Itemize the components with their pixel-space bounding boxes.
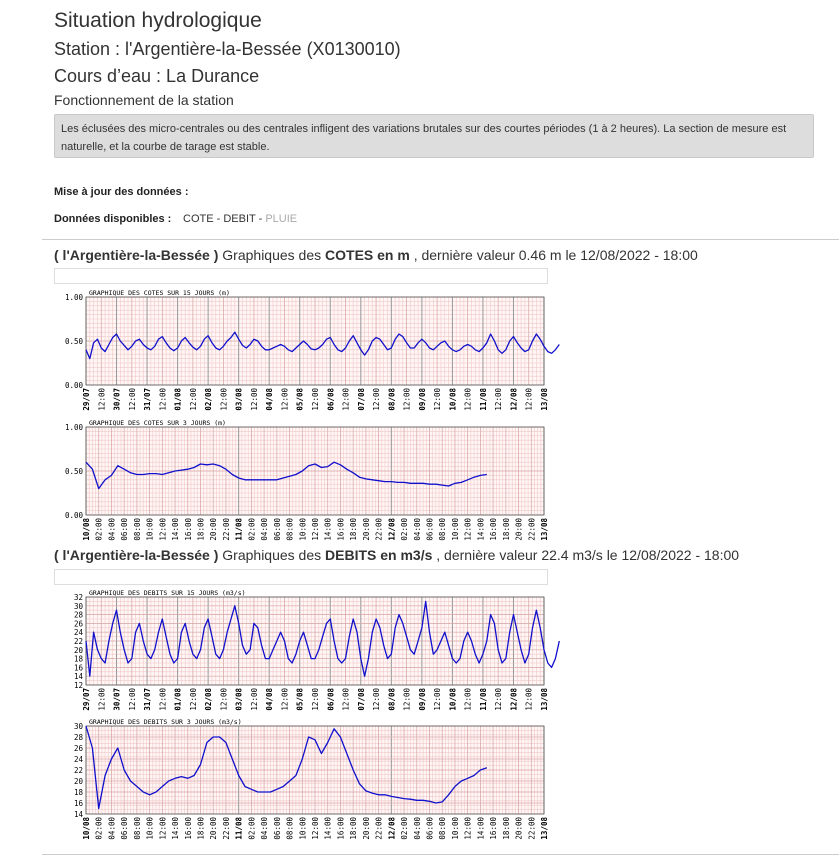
x-tick-label: 08:00 xyxy=(132,518,142,541)
x-tick-label: 11/08 xyxy=(234,518,244,541)
chart-debits-15-jours xyxy=(0,588,560,716)
x-tick-label: 12:00 xyxy=(311,688,320,711)
chart-cotes-3-jours xyxy=(0,418,560,548)
x-tick-label: 12:00 xyxy=(463,518,473,541)
x-tick-label: 12:00 xyxy=(311,817,320,840)
section-what: COTES en m xyxy=(325,247,410,263)
x-tick-label: 12:00 xyxy=(372,388,382,411)
y-tick-label: 16 xyxy=(73,799,83,808)
x-tick-label: 04/08 xyxy=(265,688,275,711)
y-tick-label: 14 xyxy=(73,810,83,819)
section-pre: Graphiques des xyxy=(218,247,326,263)
x-tick-label: 13/08 xyxy=(540,817,549,840)
x-tick-label: 29/07 xyxy=(82,388,91,411)
x-tick-label: 10:00 xyxy=(298,817,308,840)
y-tick-label: 22 xyxy=(73,766,83,775)
section-post: , dernière valeur 22.4 m3/s le 12/08/2022 - 18:00 xyxy=(432,547,740,563)
chart-title: GRAPHIQUE DES COTES SUR 3 JOURS (m) xyxy=(89,419,226,427)
x-tick-label: 06:00 xyxy=(272,817,282,840)
x-tick-label: 12:00 xyxy=(341,388,351,411)
available-sep: - xyxy=(255,213,266,225)
x-tick-label: 20:00 xyxy=(361,518,371,541)
section-pre: Graphiques des xyxy=(218,547,326,563)
x-tick-label: 14:00 xyxy=(323,817,333,840)
x-tick-label: 12:00 xyxy=(158,688,168,711)
x-tick-label: 14:00 xyxy=(323,518,333,541)
x-tick-label: 12:00 xyxy=(494,688,504,711)
x-tick-label: 12:00 xyxy=(524,388,534,411)
x-tick-label: 22:00 xyxy=(527,518,537,541)
x-tick-label: 12:00 xyxy=(97,388,107,411)
x-tick-label: 08:00 xyxy=(132,817,142,840)
x-tick-label: 12:00 xyxy=(433,388,443,411)
y-tick-label: 30 xyxy=(73,722,83,731)
available-debit[interactable]: DEBIT xyxy=(223,213,256,225)
x-tick-label: 22:00 xyxy=(374,518,384,541)
x-tick-label: 06:00 xyxy=(120,817,130,840)
x-tick-label: 10/08 xyxy=(82,518,91,541)
x-tick-label: 12:00 xyxy=(249,688,259,711)
x-tick-label: 10:00 xyxy=(145,518,155,541)
x-tick-label: 02:00 xyxy=(400,817,410,840)
x-tick-label: 22:00 xyxy=(221,817,231,840)
x-tick-label: 12:00 xyxy=(463,817,473,840)
section-heading-debits xyxy=(54,547,739,563)
x-tick-label: 09/08 xyxy=(417,388,427,411)
x-tick-label: 07/08 xyxy=(356,388,366,411)
x-tick-label: 12:00 xyxy=(463,688,473,711)
x-tick-label: 12:00 xyxy=(311,388,320,411)
x-tick-label: 20:00 xyxy=(209,518,219,541)
y-tick-label: 26 xyxy=(73,619,83,629)
x-tick-label: 09/08 xyxy=(417,688,427,711)
x-tick-label: 12:00 xyxy=(249,388,259,411)
y-tick-label: 0.00 xyxy=(64,381,83,390)
x-tick-label: 13/08 xyxy=(540,518,549,541)
x-tick-label: 08:00 xyxy=(285,518,295,541)
x-tick-label: 16:00 xyxy=(183,518,193,541)
y-tick-label: 30 xyxy=(73,601,83,611)
x-tick-label: 18:00 xyxy=(196,817,206,840)
river-title: Cours d’eau : La Durance xyxy=(54,66,260,86)
info-box xyxy=(54,569,548,585)
x-tick-label: 16:00 xyxy=(489,518,499,541)
available-list xyxy=(183,213,297,225)
chart-debits-3-jours xyxy=(0,717,560,849)
x-tick-label: 06:00 xyxy=(425,518,435,541)
x-tick-label: 06:00 xyxy=(272,518,282,541)
x-tick-label: 22:00 xyxy=(221,518,231,541)
x-tick-label: 12:00 xyxy=(127,388,137,411)
x-tick-label: 02:00 xyxy=(400,518,410,541)
x-tick-label: 22:00 xyxy=(527,817,537,840)
y-tick-label: 1.00 xyxy=(64,423,83,432)
x-tick-label: 04:00 xyxy=(107,817,117,840)
x-tick-label: 01/08 xyxy=(173,388,183,411)
chart-title: GRAPHIQUE DES DEBITS SUR 3 JOURS (m3/s) xyxy=(89,718,242,726)
x-tick-label: 06:00 xyxy=(425,817,435,840)
x-tick-label: 12:00 xyxy=(341,688,351,711)
x-tick-label: 07/08 xyxy=(356,688,366,711)
functioning-note: Les éclusées des micro-centrales ou des centrales infligent des variations brutales sur des courtes périodes (1 à 2 heures). La section de mesure est naturelle, et la courbe de tarage est stable. xyxy=(54,114,814,158)
x-tick-label: 08:00 xyxy=(438,817,448,840)
x-tick-label: 06/08 xyxy=(326,688,336,711)
x-tick-label: 03/08 xyxy=(234,688,244,711)
x-tick-label: 04:00 xyxy=(412,817,422,840)
section-station: ( l'Argentière-la-Bessée ) xyxy=(54,547,219,563)
x-tick-label: 02:00 xyxy=(94,518,104,541)
x-tick-label: 10:00 xyxy=(298,518,308,541)
x-tick-label: 12/08 xyxy=(387,817,397,840)
section-station: ( l'Argentière-la-Bessée ) xyxy=(54,247,219,263)
x-tick-label: 12:00 xyxy=(494,388,504,411)
x-tick-label: 12:00 xyxy=(158,817,168,840)
x-tick-label: 10/08 xyxy=(448,388,458,411)
chart-title: GRAPHIQUE DES COTES SUR 15 JOURS (m) xyxy=(89,289,230,297)
y-tick-label: 0.50 xyxy=(64,337,83,346)
y-tick-label: 28 xyxy=(73,610,83,620)
x-tick-label: 10:00 xyxy=(450,518,460,541)
x-tick-label: 16:00 xyxy=(489,817,499,840)
x-tick-label: 10:00 xyxy=(450,817,460,840)
x-tick-label: 12:00 xyxy=(280,388,290,411)
x-tick-label: 30/07 xyxy=(112,388,122,411)
x-tick-label: 18:00 xyxy=(349,817,359,840)
x-tick-label: 14:00 xyxy=(476,518,486,541)
x-tick-label: 05/08 xyxy=(295,688,305,711)
station-title: Station : l'Argentière-la-Bessée (X0130010) xyxy=(54,39,401,59)
x-tick-label: 10/08 xyxy=(82,817,91,840)
y-tick-label: 20 xyxy=(73,777,83,786)
x-tick-label: 18:00 xyxy=(501,817,511,840)
y-tick-label: 12 xyxy=(73,681,83,690)
x-tick-label: 12:00 xyxy=(97,688,107,711)
x-tick-label: 10/08 xyxy=(448,688,458,711)
x-tick-label: 29/07 xyxy=(82,688,91,711)
x-tick-label: 22:00 xyxy=(374,817,384,840)
x-tick-label: 08:00 xyxy=(285,817,295,840)
x-tick-label: 08:00 xyxy=(438,518,448,541)
x-tick-label: 02:00 xyxy=(247,518,257,541)
x-tick-label: 12:00 xyxy=(524,688,534,711)
x-tick-label: 08/08 xyxy=(387,688,397,711)
y-tick-label: 16 xyxy=(73,663,83,673)
x-tick-label: 12:00 xyxy=(311,518,320,541)
x-tick-label: 20:00 xyxy=(209,817,219,840)
y-tick-label: 32 xyxy=(73,593,83,602)
chart-cotes-15-jours xyxy=(0,288,560,415)
x-tick-label: 08/08 xyxy=(387,388,397,411)
x-tick-label: 12/08 xyxy=(509,688,519,711)
x-tick-label: 18:00 xyxy=(501,518,511,541)
x-tick-label: 06:00 xyxy=(120,518,130,541)
x-tick-label: 30/07 xyxy=(112,688,122,711)
x-tick-label: 05/08 xyxy=(295,388,305,411)
x-tick-label: 12:00 xyxy=(463,388,473,411)
x-tick-label: 16:00 xyxy=(183,817,193,840)
x-tick-label: 12/08 xyxy=(509,388,519,411)
x-tick-label: 16:00 xyxy=(336,817,346,840)
x-tick-label: 18:00 xyxy=(349,518,359,541)
x-tick-label: 01/08 xyxy=(173,688,183,711)
x-tick-label: 12:00 xyxy=(188,388,198,411)
x-tick-label: 06/08 xyxy=(326,388,336,411)
info-box xyxy=(54,268,548,284)
x-tick-label: 13/08 xyxy=(540,388,549,411)
x-tick-label: 12:00 xyxy=(402,688,412,711)
page-title: Situation hydrologique xyxy=(54,9,262,32)
x-tick-label: 20:00 xyxy=(361,817,371,840)
y-tick-label: 22 xyxy=(73,637,83,646)
x-tick-label: 16:00 xyxy=(336,518,346,541)
section-post: , dernière valeur 0.46 m le 12/08/2022 - 18:00 xyxy=(409,247,698,263)
x-tick-label: 18:00 xyxy=(196,518,206,541)
divider xyxy=(42,854,839,855)
section-heading-cotes xyxy=(54,247,698,263)
x-tick-label: 12/08 xyxy=(387,518,397,541)
x-tick-label: 11/08 xyxy=(478,388,488,411)
x-tick-label: 04:00 xyxy=(260,817,270,840)
x-tick-label: 12:00 xyxy=(219,688,229,711)
functioning-heading: Fonctionnement de la station xyxy=(54,92,234,108)
section-what: DEBITS en m3/s xyxy=(325,547,433,563)
x-tick-label: 03/08 xyxy=(234,388,244,411)
y-tick-label: 24 xyxy=(73,628,83,638)
x-tick-label: 02:00 xyxy=(247,817,257,840)
x-tick-label: 20:00 xyxy=(514,518,524,541)
y-tick-label: 20 xyxy=(73,645,83,655)
x-tick-label: 12:00 xyxy=(127,688,137,711)
x-tick-label: 11/08 xyxy=(234,817,244,840)
x-tick-label: 20:00 xyxy=(514,817,524,840)
x-tick-label: 12:00 xyxy=(280,688,290,711)
x-tick-label: 14:00 xyxy=(171,518,181,541)
chart-title: GRAPHIQUE DES DEBITS SUR 15 JOURS (m3/s) xyxy=(89,589,246,597)
update-label: Mise à jour des données : xyxy=(54,186,189,198)
y-tick-label: 18 xyxy=(73,788,83,797)
x-tick-label: 04/08 xyxy=(265,388,275,411)
x-tick-label: 02/08 xyxy=(204,388,214,411)
x-tick-label: 12:00 xyxy=(433,688,443,711)
x-tick-label: 12:00 xyxy=(158,518,168,541)
available-pluie: PLUIE xyxy=(265,213,298,225)
x-tick-label: 04:00 xyxy=(412,518,422,541)
y-tick-label: 0.00 xyxy=(64,511,83,520)
available-label: Données disponibles : xyxy=(54,213,172,225)
x-tick-label: 10:00 xyxy=(145,817,155,840)
x-tick-label: 02:00 xyxy=(94,817,104,840)
y-tick-label: 26 xyxy=(73,744,83,753)
x-tick-label: 31/07 xyxy=(143,388,153,411)
available-sep: - xyxy=(213,213,224,225)
divider xyxy=(42,239,839,240)
y-tick-label: 1.00 xyxy=(64,293,83,302)
y-tick-label: 28 xyxy=(73,733,83,742)
x-tick-label: 14:00 xyxy=(171,817,181,840)
x-tick-label: 04:00 xyxy=(260,518,270,541)
x-tick-label: 12:00 xyxy=(372,688,382,711)
x-tick-label: 04:00 xyxy=(107,518,117,541)
available-cote[interactable]: COTE xyxy=(183,213,214,225)
x-tick-label: 12:00 xyxy=(158,388,168,411)
x-tick-label: 31/07 xyxy=(143,688,153,711)
y-tick-label: 18 xyxy=(73,654,83,664)
x-tick-label: 14:00 xyxy=(476,817,486,840)
x-tick-label: 13/08 xyxy=(540,688,549,711)
y-tick-label: 0.50 xyxy=(64,467,83,476)
x-tick-label: 12:00 xyxy=(188,688,198,711)
x-tick-label: 02/08 xyxy=(204,688,214,711)
y-tick-label: 14 xyxy=(73,672,83,682)
x-tick-label: 12:00 xyxy=(402,388,412,411)
x-tick-label: 12:00 xyxy=(219,388,229,411)
y-tick-label: 24 xyxy=(73,755,83,764)
x-tick-label: 11/08 xyxy=(478,688,488,711)
